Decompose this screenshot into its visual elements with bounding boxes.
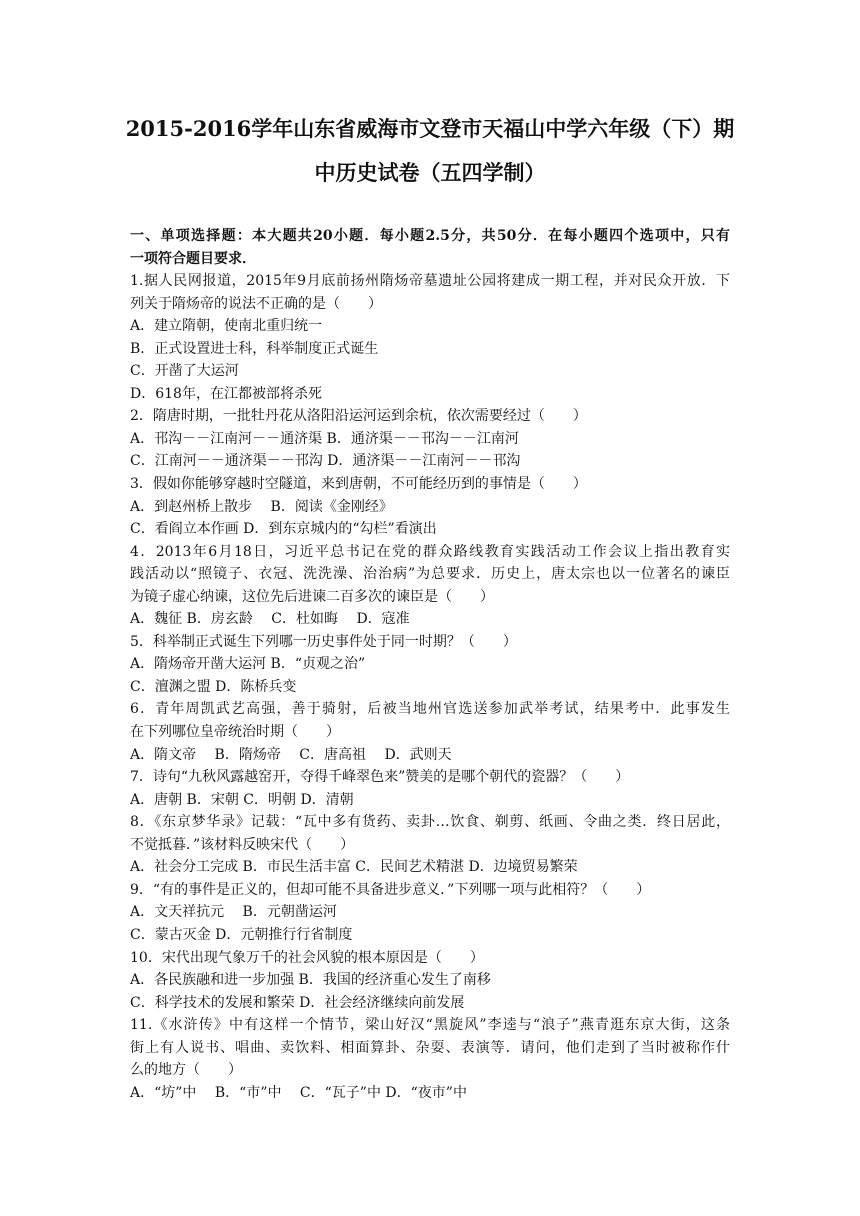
question-text-line: 7．诗句“九秋风露越窑开，夺得千峰翠色来”赞美的是哪个朝代的瓷器？（ ）: [130, 769, 630, 786]
answer-option-line: B．正式设置进士科，科举制度正式诞生: [130, 340, 379, 357]
answer-option-line: D．618年，在江都被部将杀死: [130, 385, 322, 402]
question-text-line: 2．隋唐时期，一批牡丹花从洛阳沿运河运到余杭，依次需要经过（ ）: [130, 408, 587, 425]
section-heading-line: 一项符合题目要求．: [130, 250, 256, 267]
answer-option-line: C．蒙古灭金 D．元朝推行行省制度: [130, 926, 353, 943]
answer-option-line: A．隋炀帝开凿大运河 B．“贞观之治”: [130, 656, 366, 673]
question-text-line: 么的地方（ ）: [130, 1062, 242, 1079]
question-text-line: 11.《水浒传》中有这样一个情节，梁山好汉“黑旋风”李逵与“浪子”燕青逛东京大街，这条: [130, 1017, 730, 1034]
answer-option-line: A．魏征 B．房玄龄 C．杜如晦 D．寇准: [130, 611, 410, 628]
question-text-line: 3．假如你能够穿越时空隧道，来到唐朝，不可能经历到的事情是（ ）: [130, 476, 587, 493]
answer-option-line: A．各民族融和进一步加强 B．我国的经济重心发生了南移: [130, 972, 491, 989]
answer-option-line: A．文天祥抗元 B．元朝凿运河: [130, 904, 337, 921]
question-text-line: 不觉抵暮．”该材料反映宋代（ ）: [130, 836, 355, 853]
exam-body: [130, 225, 730, 1104]
question-text-line: 8．《东京梦华录》记载：“瓦中多有货药、卖卦…饮食、剃剪、纸画、令曲之类．终日居此，: [130, 814, 730, 831]
question-text-line: 为镜子虚心纳谏，这位先后进谏二百多次的谏臣是（ ）: [130, 588, 494, 605]
answer-option-line: C．江南河－－通济渠－－邗沟 D．通济渠－－江南河－－邗沟: [130, 453, 521, 470]
answer-option-line: C．澶渊之盟 D．陈桥兵变: [130, 678, 297, 695]
question-text-line: 1.据人民网报道，2015年9月底前扬州隋炀帝墓遗址公园将建成一期工程，并对民众开放．下: [130, 273, 730, 290]
question-text-line: 10．宋代出现气象万千的社会风貌的根本原因是（ ）: [130, 949, 484, 966]
answer-option-line: A．唐朝 B．宋朝 C．明朝 D．清朝: [130, 791, 354, 808]
question-text-line: 4．2013年6月18日，习近平总书记在党的群众路线教育实践活动工作会议上指出教育实: [130, 543, 730, 560]
answer-option-line: A．“坊”中 B．“市”中 C．“瓦子”中 D．“夜市”中: [130, 1084, 467, 1101]
answer-option-line: A．隋文帝 B．隋炀帝 C．唐高祖 D．武则天: [130, 746, 452, 763]
question-text-line: 在下列哪位皇帝统治时期（ ）: [130, 724, 340, 741]
exam-title-line-2: 中历史试卷（五四学制）: [314, 160, 546, 185]
answer-option-line: A．到赵州桥上散步 B．阅读《金刚经》: [130, 498, 393, 515]
answer-option-line: C．看阎立本作画 D．到东京城内的“勾栏”看演出: [130, 521, 437, 538]
answer-option-line: A．社会分工完成 B．市民生活丰富 C．民间艺术精湛 D．边境贸易繁荣: [130, 859, 578, 876]
answer-option-line: A．邗沟－－江南河－－通济渠 B．通济渠－－邗沟－－江南河: [130, 430, 519, 447]
question-text-line: 街上有人说书、唱曲、卖饮料、相面算卦、杂耍、表演等．请问，他们走到了当时被称作什: [130, 1039, 730, 1056]
answer-option-line: A．建立隋朝，使南北重归统一: [130, 318, 323, 335]
question-text-line: 6．青年周凯武艺高强，善于骑射，后被当地州官选送参加武举考试，结果考中．此事发生: [130, 701, 730, 718]
exam-title-line-1: 2015-2016学年山东省威海市文登市天福山中学六年级（下）期: [125, 116, 735, 141]
question-text-line: 5．科举制正式诞生下列哪一历史事件处于同一时期？（ ）: [130, 633, 517, 650]
question-text-line: 9．“有的事件是正义的，但却可能不具备进步意义．”下列哪一项与此相符？（ ）: [130, 881, 651, 898]
question-text-line: 列关于隋炀帝的说法不正确的是（ ）: [130, 295, 382, 312]
answer-option-line: C．科学技术的发展和繁荣 D．社会经济继续向前发展: [130, 994, 465, 1011]
section-heading-line: 一、单项选择题：本大题共20小题．每小题2.5分，共50分．在每小题四个选项中，只有: [130, 228, 730, 244]
question-text-line: 践活动以“照镜子、衣冠、洗洗澡、治治病”为总要求．历史上，唐太宗也以一位著名的谏臣: [130, 566, 730, 583]
answer-option-line: C．开凿了大运河: [130, 363, 239, 380]
